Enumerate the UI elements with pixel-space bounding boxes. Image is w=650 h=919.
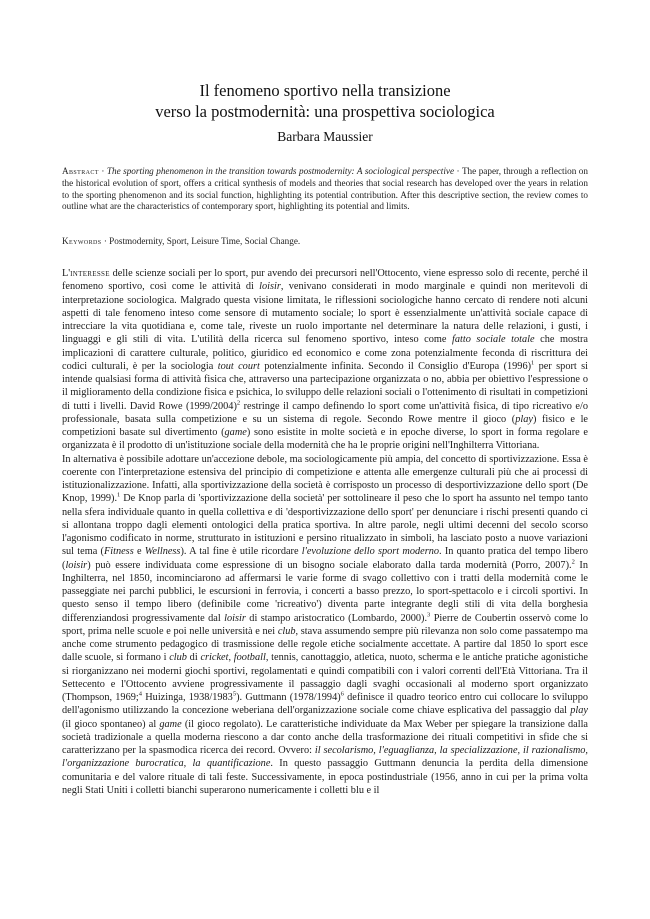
text-run: che mostra implicazioni di carattere culturale, politico, giuridico ed economico e come zona potenzialmente feconda di riscrittura dei codici culturali, è per la sociologia (62, 334, 588, 372)
text-run: potenzialmente infinita. Secondo il Consiglio d'Europa (1996) (259, 360, 532, 372)
italic-run: Fitness (103, 546, 134, 558)
italic-run: game (224, 427, 247, 438)
text-run: , tennis, canottaggio, atletica, nuoto, scherma e le antiche pratiche agonistiche si riorganizzano nei moderni giochi sportivi, regolamentati e quindi compatibili con i valori correnti dell'Età Vittoriana. Tra il Settecento e l'Ottocento avviene progressivamente il passaggio dagli svaghi occasionali al moderno sport organizzato (Thompson, 1969; (62, 652, 588, 703)
footnote-ref: 2 (571, 558, 575, 566)
abstract-text: The paper, through a reflection on the historical evolution of sport, offers a critical synthesis of models and theories that social research has developed over the years in relation to the sporting phenomenon and its social function, highlighting its potential contribution. After this descriptive section, the review comes to outline what are the characteristics of contemporary sport, highlighting its potential and limits. (62, 166, 588, 212)
text-run: per sport si intende qualsiasi forma di attività fisica che, attraverso una partecipazione organizzata o no, abbia per obiettivo l'espressione o il miglioramento della condizione fisica e psichica, lo sviluppo delle relazioni sociali o l'ottenimento di risultati in competizioni di tutti i livelli. David Rowe (1999/2004) (62, 360, 589, 412)
footnote-ref: 3 (427, 611, 431, 619)
text-run: ) può essere individuata come espressione di un bisogno sociale elaborato dalla tarda modernità (Porro, 2007). (87, 559, 572, 571)
footnote-ref: 5 (232, 690, 237, 698)
keywords-text: Postmodernity, Sport, Leisure Time, Social Change. (109, 236, 301, 246)
abstract (62, 166, 588, 213)
italic-run: play (570, 705, 588, 717)
text-run: definisce il quadro teorico entro cui collocare lo sviluppo dell'agonismo utilizzando la concezione weberiana dell'organizzazione sociale come chiave esplicativa del passaggio dal (62, 692, 589, 717)
title-block (0, 80, 650, 146)
footnote-ref: 4 (138, 690, 142, 698)
abstract-english-title: The sporting phenomenon in the transition towards postmodernity: A sociological perspective (106, 166, 455, 176)
article-title-line-2: verso la postmodernità: una prospettiva sociologica (155, 102, 495, 121)
text-run: ) fisico e le competizioni basate sul divertimento ( (62, 413, 588, 438)
footnote-ref: 1 (117, 491, 121, 499)
abstract-label: Abstract (62, 166, 99, 176)
footnote-ref: 2 (236, 399, 241, 407)
italic-run: club (277, 625, 296, 637)
italic-run: loisir (224, 612, 246, 624)
body-paragraph-1 (62, 267, 588, 453)
text-run: Huizinga, 1938/1983 (142, 692, 233, 703)
text-run: delle scienze sociali per lo sport, pur avendo dei precursori nell'Ottocento, viene espresso solo di recente, perché il fenomeno sportivo, così come le attività di (62, 268, 588, 293)
text-run: . In questo passaggio Guttmann denuncia la perdita della dimensione comunitaria e del valore rituale di tali feste. Successivamente, in epoca postindustriale (1956, anno in cui per la prima volta negli Stati Uniti i colletti bianchi superarono numericamente i colletti blu e il (62, 758, 588, 796)
footnote-ref: 6 (340, 690, 344, 698)
text-run: (il gioco regolato). Le caratteristiche individuate da Max Weber per spiegare la transizione dalla società tradizionale a quella moderna riescono a dar conto anche della trasformazione dei rituali competitivi in sfide che si caratterizzano per la spasmodica ricerca dei record. Ovvero: (62, 718, 588, 756)
italic-run: l'evoluzione dello sport moderno (301, 546, 439, 558)
abstract-separator: · (98, 166, 107, 176)
text-run: restringe il campo definendo lo sport come un'attività fisica, di tipo ricreativo e/o professionale, basata sulla competizione e su un sistema di regole. Secondo Rowe mentre il gioco ( (62, 400, 588, 425)
text-run: (il gioco spontaneo) al (62, 718, 160, 730)
footnote-ref: 1 (531, 359, 535, 367)
text-run: , venivano considerati in modo marginale e quindi non meritevoli di interpretazione sociologica. Malgrado questa visione limitata, le riflessioni sociologiche hanno cercato di rendere noti alcuni aspetti di tale fenomeno inteso come sensore di mutamento sociale; lo sport è essenzialmente un'attività sociale capace di intrecciare la vita quotidiana e, come tale, riveste un ruolo importante nel determinare la natura delle relazioni, i gusti, i linguaggi e gli stili di vita. L'utilità della ricerca sul fenomeno sportivo, inteso come (62, 281, 589, 346)
text-run: , stava assumendo sempre più rilevanza non solo come passatempo ma anche come strumento pedagogico di trasmissione delle regole etiche socialmente accettate. A partire dal 1850 lo sport esce dalle scuole, si formano i (62, 625, 588, 664)
keywords-separator: · (101, 236, 110, 246)
author-name: Barbara Maussier (277, 129, 373, 144)
italic-run: club (169, 652, 187, 664)
italic-run: fatto sociale totale (452, 334, 535, 346)
text-run: In Inghilterra, nel 1850, incominciarono ad affermarsi le varie forme di svago collettivo con i tratti della modernità come le passeggiate nei parchi pubblici, le escursioni in ferrovia, i concerti a basso prezzo, lo sport-spettacolo e i circoli sportivi. In questo senso il tempo libero (definibile come 'ricreativo') diventa parte integrante degli stili di vita della borghesia differenziandosi progressivamente dal (62, 559, 588, 624)
body-paragraph-2 (62, 453, 588, 798)
article-title-line-1: Il fenomeno sportivo nella transizione (199, 81, 451, 100)
keywords (62, 236, 588, 248)
text-run: ). Guttmann (1978/1994) (236, 692, 341, 703)
italic-run: loisir (65, 559, 88, 571)
keywords-label: Keywords (62, 236, 102, 246)
drop-word: L' (62, 268, 71, 279)
text-run: De Knop parla di 'sportivizzazione della società' per sottolineare il peso che lo sport ha assunto nel tempo tanto nella sfera individuale quanto in quella collettiva e di 'desportivizzazione dello sport' per denunciare i rischi presenti quando ci si allontana troppo dagli elementi ontologici della pratica sportiva. In altre parole, negli ultimi decenni del secolo scorso l'agonismo codificato in norme, strutturato in istituzioni e persino ritualizzato in simboli, ha lasciato posto a nuove variazioni sul tema ( (62, 493, 588, 558)
italic-run: football (233, 652, 266, 664)
italic-run: il secolarismo, l'eguaglianza, la specializzazione, il razionalismo, l'organizzazione burocratica, la quantificazione (62, 745, 588, 770)
drop-word-smallcaps: interesse (70, 268, 110, 279)
italic-run: Wellness (144, 546, 181, 558)
text-run: ) sono esistite in molte società e in epoche diverse, lo sport in forma regolare e organizzata è il prodotto di un'istituzione sociale della modernità che ha le proprie origini nell'Inghilterra Vittoriana. (62, 427, 588, 452)
text-run: , (228, 652, 234, 664)
italic-run: cricket (200, 652, 229, 664)
text-run: di (186, 652, 201, 664)
italic-run: tout court (217, 360, 260, 372)
text-run: ). A tal fine è utile ricordare (180, 546, 302, 558)
italic-run: loisir (259, 281, 281, 293)
article-body (62, 267, 588, 797)
text-run: In alternativa è possibile adottare un'accezione debole, ma sociologicamente più ampia, del concetto di sportivizzazione. Essa è coerente con l'interpretazione estensiva del principio di competizione e attenta alle emergenze culturali più che ai processi di istituzionalizzazione. Infatti, alla sportivizzazione della società è corrisposto un processo di desportivizzazione dello sport (De Knop, 1999). (62, 453, 588, 505)
text-run: e (133, 546, 145, 558)
italic-run: game (159, 718, 182, 730)
text-run: Pierre de Coubertin osservò come lo sport, prima nelle scuole e poi nelle università e nei (62, 612, 588, 637)
text-run: . In quanto pratica del tempo libero ( (62, 546, 588, 571)
text-run: di stampo aristocratico (Lombardo, 2000). (245, 612, 428, 624)
abstract-separator: · (454, 166, 462, 176)
italic-run: play (515, 413, 533, 425)
